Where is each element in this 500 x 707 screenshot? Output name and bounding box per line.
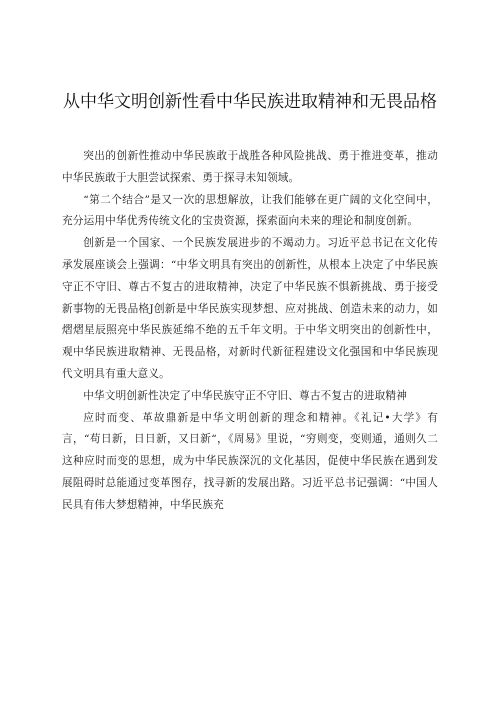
paragraph-1: 突出的创新性推动中华民族敢于战胜各种风险挑战、勇于推进变革，推动中华民族敢于大胆尝试探索、勇于探寻未知领域。 (62, 150, 438, 184)
paragraph-3: 创新是一个国家、一个民族发展进步的不竭动力。习近平总书记在文化传承发展座谈会上强调：“中华文明具有突出的创新性，从根本上决定了中华民族守正不守旧、尊古不复古的进取精神，决定了中华民族不惧新挑战、勇于接受新事物的无畏品格J创新是中华民族实现梦想、应对挑战、创造未来的动力，如熠熠星辰照亮中华民族延绵不绝的五千年文明。于中华文明突出的创新性中，观中华民族进取精神、无畏品格，对新时代新征程建设文化强国和中华民族现代文明具有重大意义。 (62, 237, 438, 380)
document-title: 从中华文明创新性看中华民族进取精神和无畏品格 (63, 92, 437, 112)
paragraph-4: 应时而变、革故鼎新是中华文明创新的理念和精神。《礼记•大学》有言，“苟日新，日日新，又日新“，《周易》里说，“穷则变，变则通，通则久二这种应时而变的思想，成为中华民族深沉的文化基因，促使中华民族在遇到发展阻碍时总能通过变革图存，找寻新的发展出路。习近平总书记强调：“中国人民具有伟大梦想精神，中华民族充 (62, 411, 438, 511)
paragraph-2: “第二个结合”是又一次的思想解放，让我们能够在更广阔的文化空间中，充分运用中华优秀传统文化的宝贵资源，探索面向未来的理论和制度创新。 (62, 193, 438, 228)
document-body (62, 146, 438, 517)
section-heading: 中华文明创新性决定了中华民族守正不守旧、尊古不复古的进取精神 (83, 389, 407, 402)
